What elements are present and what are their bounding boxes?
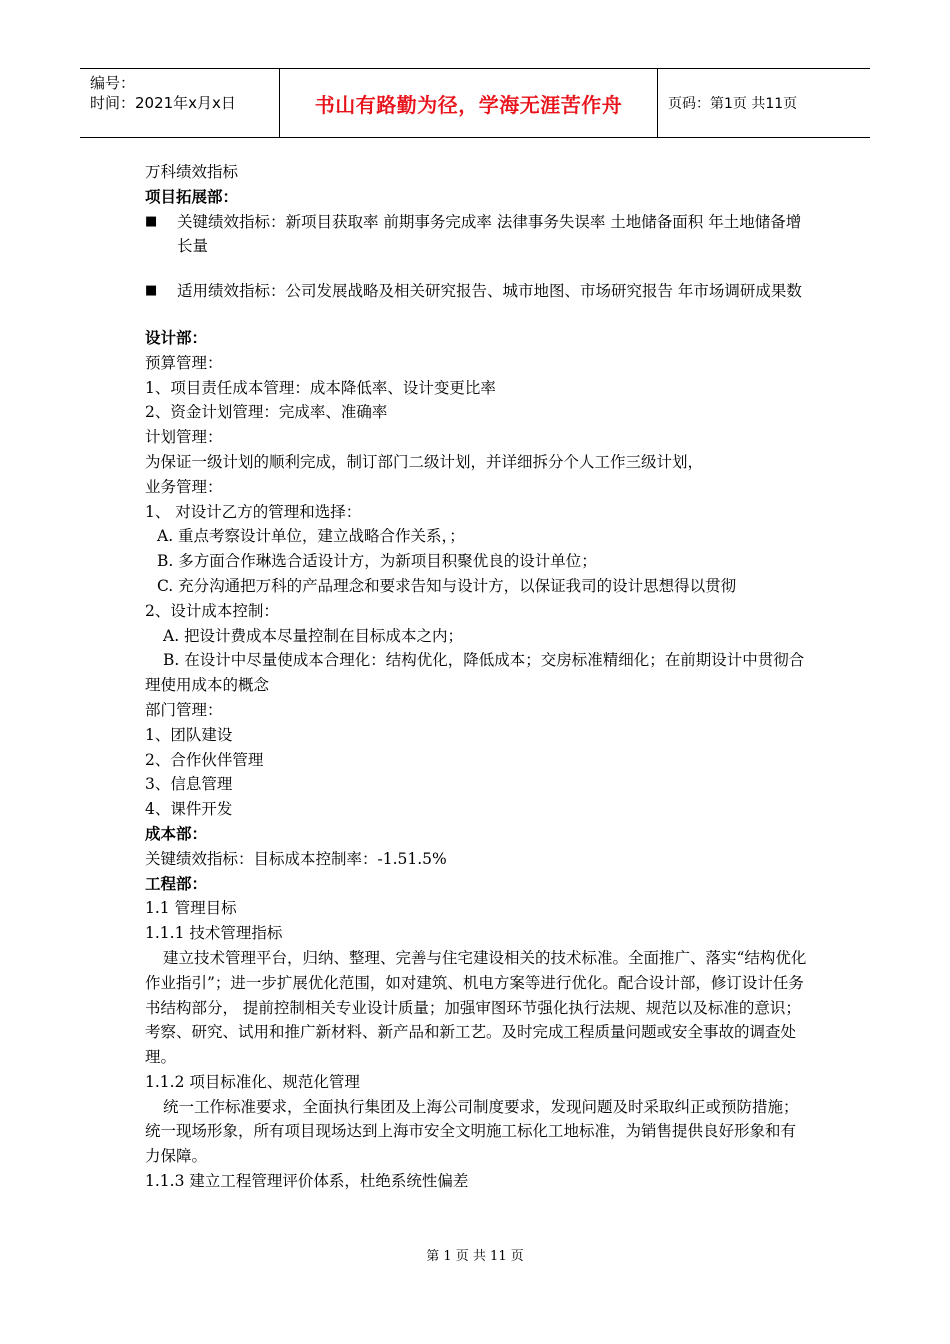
dept-title: 部门管理： <box>145 700 223 719</box>
time-label: 时间：2021年x月x日 <box>90 94 236 112</box>
number-label: 编号： <box>90 74 136 92</box>
plan-text: 为保证一级计划的顺利完成，制订部门二级计划，并详细拆分个人工作三级计划， <box>145 452 704 471</box>
dept-item: 3、信息管理 <box>145 775 233 794</box>
biz-item: 2、设计成本控制： <box>145 601 279 620</box>
document-body <box>145 160 810 1194</box>
biz-subitem: A. 把设计费成本尽量控制在目标成本之内； <box>163 626 464 645</box>
eng-subheading: 1.1.3 建立工程管理评价体系，杜绝系统性偏差 <box>145 1172 469 1191</box>
document-header <box>80 68 870 138</box>
doc-title: 万科绩效指标 <box>145 163 239 181</box>
eng-paragraph: 统一工作标准要求，全面执行集团及上海公司制度要求，发现问题及时采取纠正或预防措施；统一现场形象，所有项目现场达到上海市安全文明施工标化工地标准，为销售提供良好形象和有力保障。 <box>145 1097 799 1166</box>
cost-kpi: 关键绩效指标：目标成本控制率：-1.51.5% <box>145 849 447 868</box>
biz-subitem: A. 重点考察设计单位，建立战略合作关系，； <box>157 527 465 546</box>
eng-subheading: 1.1.1 技术管理指标 <box>145 924 283 943</box>
biz-subitem: B. 在设计中尽量使成本合理化：结构优化，降低成本；交房标准精细化；在前期设计中贯彻合理使用成本的概念 <box>145 651 805 695</box>
budget-item: 2、资金计划管理：完成率、准确率 <box>145 403 388 422</box>
header-motto-cell <box>280 69 658 137</box>
biz-item: 1、 对设计乙方的管理和选择： <box>145 502 362 521</box>
bullet-key-kpi <box>145 210 810 260</box>
bullet-square-icon: ■ <box>145 213 158 229</box>
dept-item: 2、合作伙伴管理 <box>145 750 264 769</box>
section-heading-design: 设计部： <box>145 327 208 347</box>
bullet-text: 关键绩效指标：新项目获取率 前期事务完成率 法律事务失误率 土地储备面积 年土地储备增长量 <box>177 212 802 256</box>
eng-subheading: 1.1.2 项目标准化、规范化管理 <box>145 1072 360 1091</box>
page-footer <box>0 1245 950 1264</box>
bullet-square-icon: ■ <box>145 283 158 299</box>
bullet-applicable-kpi <box>145 279 810 304</box>
budget-item: 1、项目责任成本管理：成本降低率、设计变更比率 <box>145 378 496 397</box>
bullet-text: 适用绩效指标：公司发展战略及相关研究报告、城市地图、市场研究报告 年市场调研成果数 <box>177 282 802 301</box>
biz-subitem: B. 多方面合作琳选合适设计方，为新项目积聚优良的设计单位； <box>157 552 597 571</box>
budget-title: 预算管理： <box>145 353 223 372</box>
section-heading-cost: 成本部： <box>145 823 208 843</box>
header-page-cell <box>658 69 870 137</box>
header-page-info: 页码：第1页 共11页 <box>668 96 798 112</box>
section-heading-engineering: 工程部： <box>145 873 208 893</box>
eng-heading: 1.1 管理目标 <box>145 899 237 918</box>
eng-paragraph: 建立技术管理平台，归纳、整理、完善与住宅建设相关的技术标准。全面推广、落实“结构优化作业指引”；进一步扩展优化范围，如对建筑、机电方案等进行优化。配合设计部，修订设计任务书结构部分， 提前控制相关专业设计质量；加强审图环节强化执行法规、规范以及标准的意识；考察、研究、试用和推广新材料、新产品和新工艺。及时完成工程质量问题或安全事故的调查处理。 <box>145 948 807 1067</box>
biz-title: 业务管理： <box>145 477 223 496</box>
header-meta-cell <box>80 69 280 137</box>
footer-page-number: 第 1 页 共 11 页 <box>426 1249 524 1264</box>
biz-subitem: C. 充分沟通把万科的产品理念和要求告知与设计方，以保证我司的设计思想得以贯彻 <box>157 576 737 595</box>
dept-item: 1、团队建设 <box>145 725 233 744</box>
dept-item: 4、课件开发 <box>145 800 233 819</box>
section-heading-project-expansion: 项目拓展部： <box>145 186 239 206</box>
header-motto: 书山有路勤为径，学海无涯苦作舟 <box>314 92 623 117</box>
plan-title: 计划管理： <box>145 428 223 447</box>
